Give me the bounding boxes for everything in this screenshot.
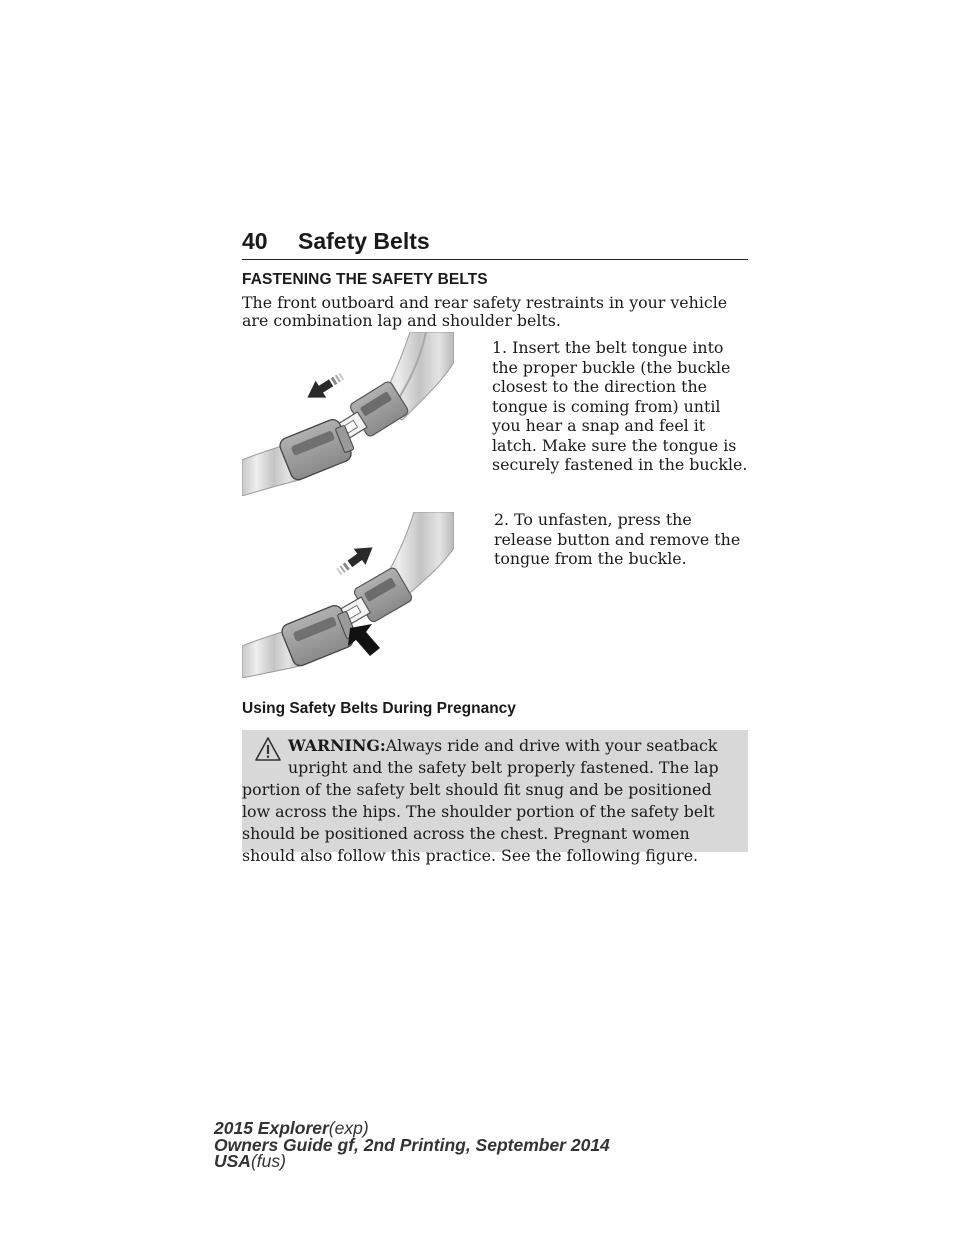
page-footer [214, 1120, 610, 1170]
buckle-fasten-illustration [242, 332, 454, 496]
warning-paragraph [242, 735, 738, 867]
step-1-text: 1. Insert the belt tongue into the proper buckle (the buckle closest to the direction the tongue is coming from) until you hear a snap and feel it latch. Make sure the tongue is securely fastened in the buckle. [492, 338, 748, 474]
warning-box [242, 730, 748, 865]
section-heading: FASTENING THE SAFETY BELTS [242, 271, 488, 288]
page-number: 40 [242, 228, 268, 254]
warning-indent [242, 735, 288, 779]
chapter-title: Safety Belts [298, 228, 430, 254]
warning-body: Always ride and drive with your seatback upright and the safety belt properly fastened. The lap portion of the safety belt should fit snug and be positioned low across the hips. The shoulder portion of the safety belt should be positioned across the chest. Pregnant women should also follow this practice. See the following figure. [242, 736, 719, 865]
pregnancy-heading: Using Safety Belts During Pregnancy [242, 700, 516, 717]
footer-market: USA [214, 1151, 251, 1171]
buckle-unfasten-illustration [242, 512, 454, 678]
step-2-text: 2. To unfasten, press the release button and remove the tongue from the buckle. [494, 510, 741, 568]
footer-market-code: (fus) [250, 1151, 286, 1171]
footer-model-code: (exp) [328, 1118, 369, 1138]
intro-paragraph: The front outboard and rear safety restraints in your vehicle are combination lap and shoulder belts. [242, 293, 728, 330]
header-divider [242, 259, 748, 260]
footer-model: 2015 Explorer [214, 1118, 329, 1138]
footer-guide: Owners Guide gf, 2nd Printing, September 2014 [214, 1134, 610, 1155]
warning-label: WARNING: [288, 736, 386, 755]
